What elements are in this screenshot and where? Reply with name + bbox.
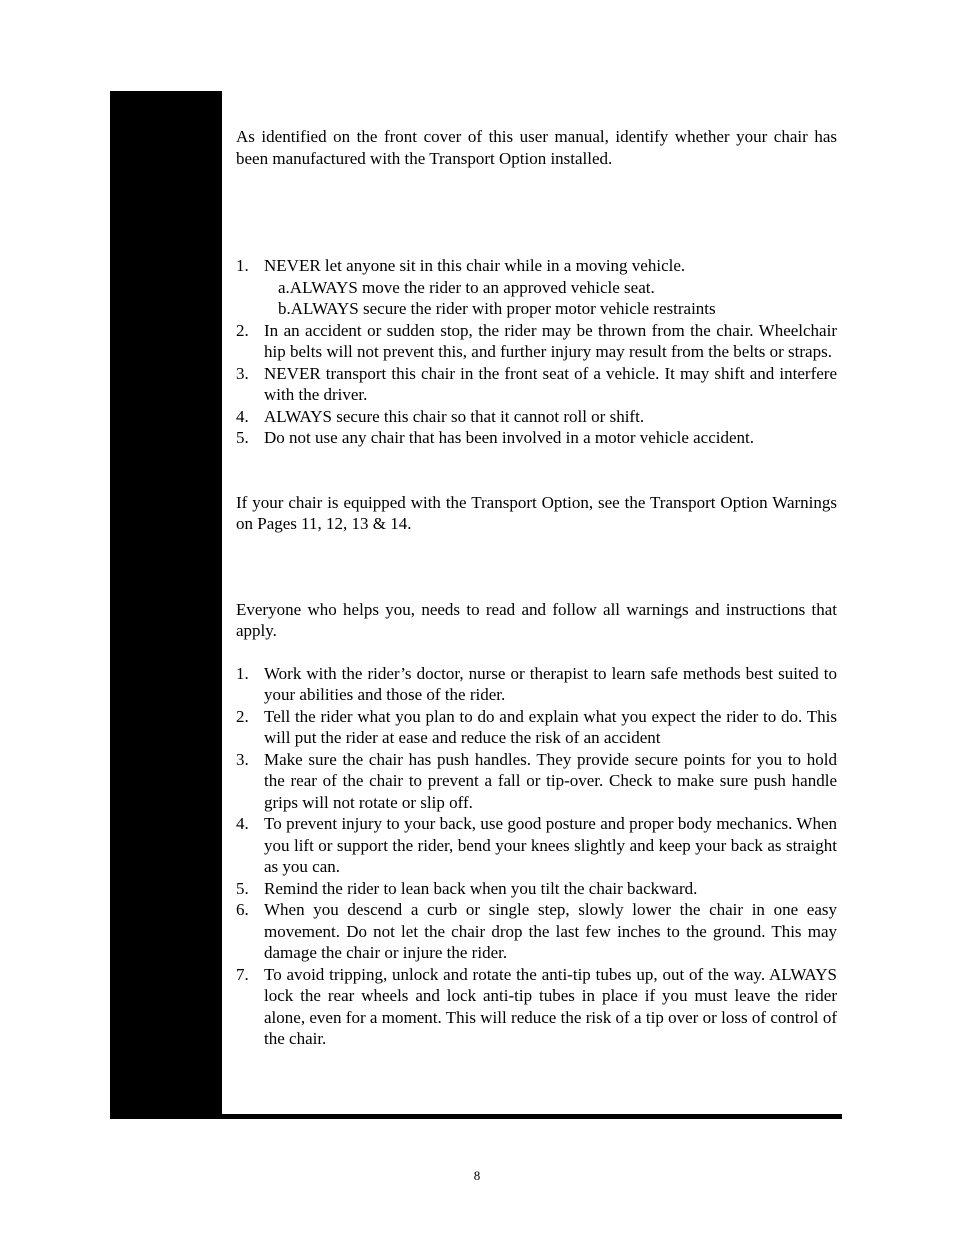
- item-text: ALWAYS secure this chair so that it cannot roll or shift.: [264, 406, 645, 426]
- item-number: 4.: [236, 814, 249, 833]
- bottom-rule: [110, 1114, 842, 1119]
- helpers-intro: Everyone who helps you, needs to read and follow all warnings and instructions that apply.: [236, 599, 837, 640]
- item-number: 5.: [236, 428, 249, 447]
- list-item: [236, 749, 837, 814]
- transport-note: If your chair is equipped with the Transport Option, see the Transport Option Warnings on Pages 11, 12, 13 & 14.: [236, 492, 837, 533]
- list-item: [236, 878, 837, 900]
- item-text: NEVER transport this chair in the front seat of a vehicle. It may shift and interfere with the driver.: [264, 363, 837, 404]
- item-number: 1.: [236, 663, 249, 683]
- spacer: [236, 642, 837, 663]
- item-text: Do not use any chair that has been involved in a motor vehicle accident.: [264, 428, 755, 447]
- sub-list-item: a.ALWAYS move the rider to an approved vehicle seat.: [278, 277, 655, 297]
- item-number: 3.: [236, 749, 249, 769]
- list-item: [236, 363, 837, 406]
- item-text: To avoid tripping, unlock and rotate the anti-tip tubes up, out of the way. ALWAYS lock the rear wheels and lock anti-tip tubes in place if you must leave the rider alone, even for a moment. This will reduce the risk of a tip over or loss of control of the chair.: [264, 964, 837, 1048]
- item-number: 6.: [236, 900, 249, 919]
- item-text: Work with the rider’s doctor, nurse or therapist to learn safe methods best suited to your abilities and those of the rider.: [264, 663, 837, 704]
- list-item: [236, 964, 837, 1050]
- intro-paragraph: As identified on the front cover of this user manual, identify whether your chair has been manufactured with the Transport Option installed.: [236, 127, 837, 168]
- item-number: 5.: [236, 878, 249, 898]
- page-number: 8: [473, 1168, 481, 1183]
- helper-instructions-list: [236, 663, 837, 1050]
- item-number: 1.: [236, 256, 249, 275]
- list-item: [236, 663, 837, 706]
- item-text: When you descend a curb or single step, slowly lower the chair in one easy movement. Do not let the chair drop the last few inches to the ground. This may damage the chair or injure the rider.: [264, 900, 837, 962]
- item-text: In an accident or sudden stop, the rider may be thrown from the chair. Wheelchair hip belts will not prevent this, and further injury may result from the belts or straps.: [264, 320, 837, 361]
- sub-list-item: b.ALWAYS secure the rider with proper motor vehicle restraints: [278, 299, 716, 318]
- list-item: [236, 320, 837, 363]
- spacer: [236, 535, 837, 599]
- item-number: 7.: [236, 964, 249, 984]
- sidebar-black-bar: [110, 91, 222, 1119]
- item-text: Tell the rider what you plan to do and explain what you expect the rider to do. This will put the rider at ease and reduce the risk of an accident: [264, 706, 837, 747]
- item-number: 2.: [236, 320, 249, 340]
- item-number: 2.: [236, 706, 249, 726]
- item-text: NEVER let anyone sit in this chair while in a moving vehicle.: [264, 256, 686, 275]
- vehicle-warnings-list: [236, 255, 837, 449]
- list-item: [236, 406, 837, 428]
- list-item: [236, 427, 837, 449]
- list-item: [236, 706, 837, 749]
- page-content: [236, 126, 837, 1050]
- item-number: 4.: [236, 406, 249, 426]
- item-text: To prevent injury to your back, use good posture and proper body mechanics. When you lift or support the rider, bend your knees slightly and keep your back as straight as you can.: [264, 814, 837, 876]
- spacer: [236, 449, 837, 492]
- list-item: [236, 813, 837, 878]
- list-item: [236, 255, 837, 277]
- spacer: [236, 169, 837, 255]
- list-item: [236, 899, 837, 964]
- item-number: 3.: [236, 363, 249, 383]
- item-text: Make sure the chair has push handles. They provide secure points for you to hold the rear of the chair to prevent a fall or tip-over. Check to make sure push handle grips will not rotate or slip off.: [264, 749, 837, 812]
- item-text: Remind the rider to lean back when you tilt the chair backward.: [264, 878, 698, 898]
